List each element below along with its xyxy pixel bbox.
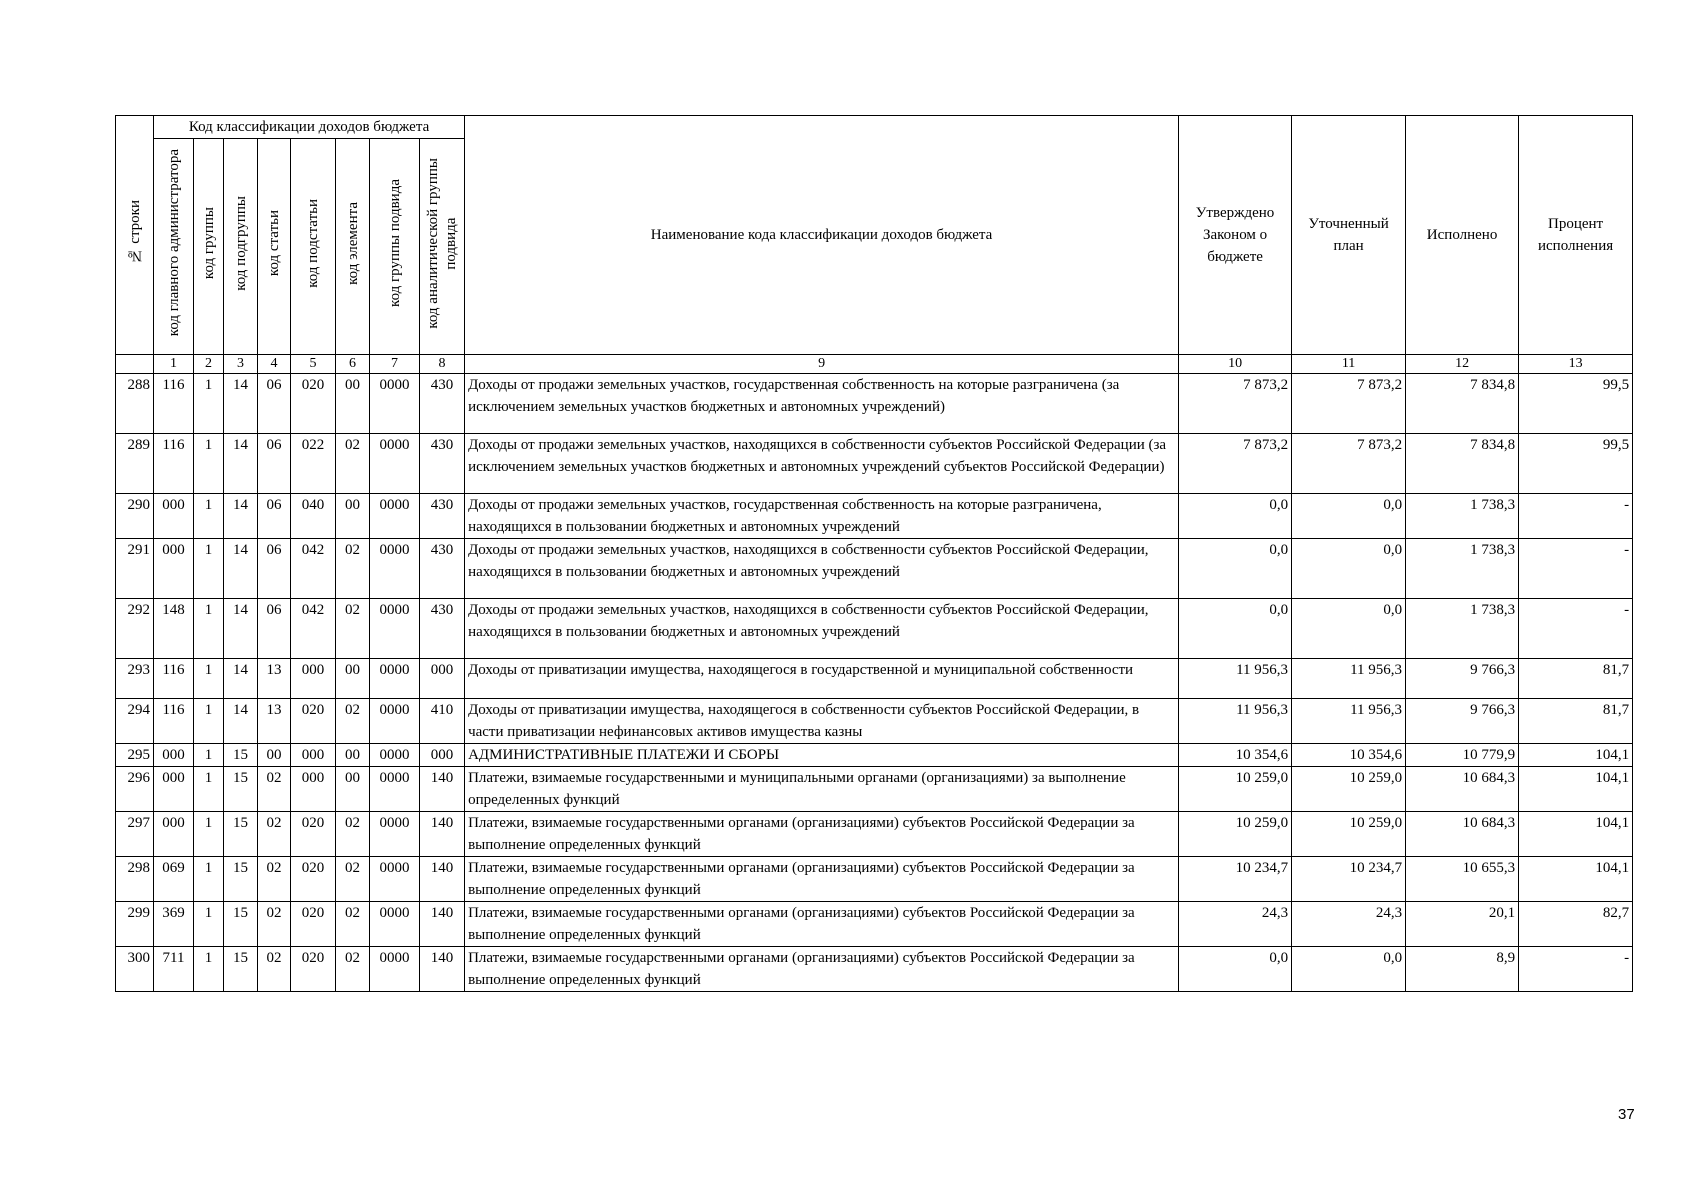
name-cell: Доходы от продажи земельных участков, государственная собственность на которые разграничена, находящихся в пользовании бюджетных и автономных учреждений	[465, 494, 1179, 539]
plan-cell: 0,0	[1292, 947, 1406, 992]
code-cell: 711	[154, 947, 194, 992]
code-cell: 022	[291, 434, 336, 494]
executed-cell: 9 766,3	[1406, 659, 1519, 699]
column-number-cell: 7	[370, 355, 420, 374]
code-cell: 140	[420, 902, 465, 947]
code-cell: 140	[420, 812, 465, 857]
code-cell: 15	[224, 857, 258, 902]
name-cell: Доходы от продажи земельных участков, находящихся в собственности субъектов Российской Федерации, находящихся в пользовании бюджетных и автономных учреждений	[465, 599, 1179, 659]
executed-cell: 9 766,3	[1406, 699, 1519, 744]
row-number-cell: 300	[116, 947, 154, 992]
budget-revenue-table	[115, 115, 1633, 992]
column-number-cell	[116, 355, 154, 374]
name-cell: Доходы от приватизации имущества, находящегося в собственности субъектов Российской Федерации, в части приватизации нефинансовых активов имущества казны	[465, 699, 1179, 744]
code-cell: 000	[420, 744, 465, 767]
approved-cell: 24,3	[1179, 902, 1292, 947]
table-row	[116, 374, 1633, 434]
plan-cell: 11 956,3	[1292, 699, 1406, 744]
code-cell: 14	[224, 659, 258, 699]
code-cell: 1	[194, 857, 224, 902]
code-cell: 14	[224, 494, 258, 539]
code-cell: 000	[291, 767, 336, 812]
code-cell: 000	[154, 812, 194, 857]
table-row	[116, 659, 1633, 699]
executed-cell: 10 684,3	[1406, 767, 1519, 812]
approved-cell: 10 259,0	[1179, 812, 1292, 857]
code-cell: 0000	[370, 947, 420, 992]
name-cell: Доходы от продажи земельных участков, государственная собственность на которые разграничена (за исключением земельных участков бюджетных и автономных учреждений)	[465, 374, 1179, 434]
page-number: 37	[1618, 1106, 1635, 1123]
row-number-cell: 289	[116, 434, 154, 494]
plan-cell: 0,0	[1292, 539, 1406, 599]
column-number-cell: 11	[1292, 355, 1406, 374]
code-cell: 02	[258, 902, 291, 947]
approved-cell: 10 259,0	[1179, 767, 1292, 812]
row-number-cell: 296	[116, 767, 154, 812]
code-cell: 430	[420, 494, 465, 539]
code-cell: 15	[224, 812, 258, 857]
plan-cell: 0,0	[1292, 494, 1406, 539]
code-cell: 000	[291, 744, 336, 767]
code-column-header: код статьи	[258, 139, 291, 355]
column-number-cell: 2	[194, 355, 224, 374]
row-number-cell: 288	[116, 374, 154, 434]
column-number-cell: 10	[1179, 355, 1292, 374]
code-cell: 02	[336, 434, 370, 494]
code-cell: 13	[258, 659, 291, 699]
approved-cell: 11 956,3	[1179, 699, 1292, 744]
code-cell: 02	[258, 857, 291, 902]
table-row	[116, 902, 1633, 947]
classification-code-header: Код классификации доходов бюджета	[154, 116, 465, 139]
table-row	[116, 947, 1633, 992]
column-number-cell: 4	[258, 355, 291, 374]
table-row	[116, 699, 1633, 744]
percent-cell: 81,7	[1519, 699, 1633, 744]
code-cell: 14	[224, 599, 258, 659]
code-cell: 020	[291, 947, 336, 992]
plan-cell: 10 354,6	[1292, 744, 1406, 767]
code-cell: 13	[258, 699, 291, 744]
code-cell: 00	[336, 494, 370, 539]
code-cell: 116	[154, 374, 194, 434]
code-cell: 0000	[370, 539, 420, 599]
code-cell: 1	[194, 599, 224, 659]
plan-cell: 7 873,2	[1292, 434, 1406, 494]
code-column-header: код группы	[194, 139, 224, 355]
code-cell: 000	[154, 539, 194, 599]
code-cell: 020	[291, 699, 336, 744]
row-number-header: № строки	[116, 116, 154, 355]
name-cell: Доходы от продажи земельных участков, находящихся в собственности субъектов Российской Федерации, находящихся в пользовании бюджетных и автономных учреждений	[465, 539, 1179, 599]
code-cell: 02	[258, 767, 291, 812]
code-cell: 020	[291, 857, 336, 902]
code-cell: 0000	[370, 857, 420, 902]
code-cell: 042	[291, 539, 336, 599]
table-row	[116, 857, 1633, 902]
code-cell: 02	[258, 947, 291, 992]
code-cell: 06	[258, 539, 291, 599]
code-cell: 00	[336, 767, 370, 812]
row-number-cell: 297	[116, 812, 154, 857]
row-number-cell: 295	[116, 744, 154, 767]
column-number-cell: 3	[224, 355, 258, 374]
percent-cell: 104,1	[1519, 857, 1633, 902]
column-number-cell: 8	[420, 355, 465, 374]
code-cell: 369	[154, 902, 194, 947]
code-cell: 0000	[370, 599, 420, 659]
plan-cell: 10 259,0	[1292, 767, 1406, 812]
code-cell: 02	[336, 539, 370, 599]
code-cell: 116	[154, 699, 194, 744]
table-row	[116, 744, 1633, 767]
code-cell: 000	[154, 494, 194, 539]
code-cell: 000	[420, 659, 465, 699]
code-column-header: код аналитической группы подвида	[420, 139, 465, 355]
code-cell: 0000	[370, 434, 420, 494]
code-cell: 06	[258, 494, 291, 539]
percent-header: Процент исполнения	[1519, 116, 1633, 355]
code-cell: 020	[291, 812, 336, 857]
percent-cell: -	[1519, 539, 1633, 599]
executed-cell: 1 738,3	[1406, 599, 1519, 659]
percent-cell: -	[1519, 947, 1633, 992]
code-cell: 042	[291, 599, 336, 659]
code-cell: 1	[194, 744, 224, 767]
code-column-header: код подгруппы	[224, 139, 258, 355]
executed-cell: 1 738,3	[1406, 539, 1519, 599]
row-number-cell: 290	[116, 494, 154, 539]
approved-cell: 10 234,7	[1179, 857, 1292, 902]
code-cell: 02	[336, 947, 370, 992]
column-number-row	[116, 355, 1633, 374]
percent-cell: 99,5	[1519, 374, 1633, 434]
code-cell: 0000	[370, 744, 420, 767]
approved-cell: 11 956,3	[1179, 659, 1292, 699]
code-cell: 06	[258, 374, 291, 434]
code-cell: 0000	[370, 374, 420, 434]
table-row	[116, 599, 1633, 659]
name-cell: Платежи, взимаемые государственными органами (организациями) субъектов Российской Федерации за выполнение определенных функций	[465, 857, 1179, 902]
code-cell: 0000	[370, 767, 420, 812]
code-cell: 15	[224, 767, 258, 812]
code-cell: 1	[194, 699, 224, 744]
plan-cell: 10 259,0	[1292, 812, 1406, 857]
name-header: Наименование кода классификации доходов бюджета	[465, 116, 1179, 355]
name-cell: Платежи, взимаемые государственными органами (организациями) субъектов Российской Федерации за выполнение определенных функций	[465, 812, 1179, 857]
code-cell: 06	[258, 599, 291, 659]
table-row	[116, 434, 1633, 494]
code-cell: 00	[258, 744, 291, 767]
code-cell: 430	[420, 599, 465, 659]
plan-header: Уточненный план	[1292, 116, 1406, 355]
code-cell: 00	[336, 659, 370, 699]
approved-cell: 0,0	[1179, 539, 1292, 599]
plan-cell: 11 956,3	[1292, 659, 1406, 699]
code-cell: 000	[154, 744, 194, 767]
code-cell: 1	[194, 902, 224, 947]
percent-cell: 99,5	[1519, 434, 1633, 494]
code-cell: 14	[224, 699, 258, 744]
code-cell: 020	[291, 902, 336, 947]
code-cell: 1	[194, 374, 224, 434]
approved-cell: 0,0	[1179, 494, 1292, 539]
table-row	[116, 767, 1633, 812]
row-number-cell: 291	[116, 539, 154, 599]
code-cell: 0000	[370, 812, 420, 857]
percent-cell: 81,7	[1519, 659, 1633, 699]
code-cell: 1	[194, 539, 224, 599]
column-number-cell: 6	[336, 355, 370, 374]
executed-cell: 1 738,3	[1406, 494, 1519, 539]
code-column-header: код главного администратора	[154, 139, 194, 355]
code-cell: 02	[336, 857, 370, 902]
row-number-cell: 299	[116, 902, 154, 947]
code-cell: 0000	[370, 659, 420, 699]
executed-header: Исполнено	[1406, 116, 1519, 355]
name-cell: Доходы от продажи земельных участков, находящихся в собственности субъектов Российской Федерации (за исключением земельных участков бюджетных и автономных учреждений субъектов Российской Федерации)	[465, 434, 1179, 494]
percent-cell: -	[1519, 599, 1633, 659]
code-cell: 00	[336, 374, 370, 434]
code-cell: 000	[291, 659, 336, 699]
code-cell: 14	[224, 374, 258, 434]
table-row	[116, 494, 1633, 539]
code-cell: 02	[336, 812, 370, 857]
approved-cell: 7 873,2	[1179, 434, 1292, 494]
code-cell: 020	[291, 374, 336, 434]
code-cell: 116	[154, 434, 194, 494]
plan-cell: 7 873,2	[1292, 374, 1406, 434]
code-cell: 430	[420, 434, 465, 494]
approved-cell: 0,0	[1179, 599, 1292, 659]
executed-cell: 7 834,8	[1406, 434, 1519, 494]
percent-cell: 82,7	[1519, 902, 1633, 947]
approved-cell: 0,0	[1179, 947, 1292, 992]
name-cell: Доходы от приватизации имущества, находящегося в государственной и муниципальной собственности	[465, 659, 1179, 699]
name-cell: АДМИНИСТРАТИВНЫЕ ПЛАТЕЖИ И СБОРЫ	[465, 744, 1179, 767]
code-cell: 15	[224, 902, 258, 947]
code-cell: 02	[336, 902, 370, 947]
code-column-header: код элемента	[336, 139, 370, 355]
code-cell: 000	[154, 767, 194, 812]
code-cell: 148	[154, 599, 194, 659]
plan-cell: 10 234,7	[1292, 857, 1406, 902]
executed-cell: 20,1	[1406, 902, 1519, 947]
row-number-cell: 292	[116, 599, 154, 659]
code-cell: 1	[194, 947, 224, 992]
row-number-cell: 293	[116, 659, 154, 699]
code-cell: 06	[258, 434, 291, 494]
executed-cell: 10 655,3	[1406, 857, 1519, 902]
code-column-header: код группы подвида	[370, 139, 420, 355]
code-cell: 069	[154, 857, 194, 902]
code-cell: 1	[194, 812, 224, 857]
code-cell: 14	[224, 539, 258, 599]
plan-cell: 24,3	[1292, 902, 1406, 947]
code-cell: 14	[224, 434, 258, 494]
code-column-header: код подстатьи	[291, 139, 336, 355]
approved-cell: 10 354,6	[1179, 744, 1292, 767]
code-cell: 0000	[370, 902, 420, 947]
code-cell: 02	[258, 812, 291, 857]
column-number-cell: 5	[291, 355, 336, 374]
code-cell: 1	[194, 494, 224, 539]
percent-cell: 104,1	[1519, 812, 1633, 857]
code-cell: 040	[291, 494, 336, 539]
name-cell: Платежи, взимаемые государственными и муниципальными органами (организациями) за выполнение определенных функций	[465, 767, 1179, 812]
code-cell: 00	[336, 744, 370, 767]
code-cell: 02	[336, 599, 370, 659]
code-cell: 1	[194, 659, 224, 699]
percent-cell: 104,1	[1519, 767, 1633, 812]
percent-cell: 104,1	[1519, 744, 1633, 767]
executed-cell: 8,9	[1406, 947, 1519, 992]
code-cell: 140	[420, 767, 465, 812]
code-cell: 140	[420, 947, 465, 992]
code-cell: 430	[420, 539, 465, 599]
column-number-cell: 1	[154, 355, 194, 374]
column-number-cell: 12	[1406, 355, 1519, 374]
approved-header: Утверждено Законом о бюджете	[1179, 116, 1292, 355]
row-number-cell: 298	[116, 857, 154, 902]
column-number-cell: 13	[1519, 355, 1633, 374]
percent-cell: -	[1519, 494, 1633, 539]
code-cell: 0000	[370, 494, 420, 539]
column-number-cell: 9	[465, 355, 1179, 374]
row-number-cell: 294	[116, 699, 154, 744]
name-cell: Платежи, взимаемые государственными органами (организациями) субъектов Российской Федерации за выполнение определенных функций	[465, 947, 1179, 992]
executed-cell: 10 684,3	[1406, 812, 1519, 857]
code-cell: 1	[194, 434, 224, 494]
code-cell: 15	[224, 744, 258, 767]
code-cell: 140	[420, 857, 465, 902]
name-cell: Платежи, взимаемые государственными органами (организациями) субъектов Российской Федерации за выполнение определенных функций	[465, 902, 1179, 947]
table-row	[116, 812, 1633, 857]
code-cell: 02	[336, 699, 370, 744]
code-cell: 116	[154, 659, 194, 699]
table-row	[116, 539, 1633, 599]
executed-cell: 10 779,9	[1406, 744, 1519, 767]
executed-cell: 7 834,8	[1406, 374, 1519, 434]
code-cell: 1	[194, 767, 224, 812]
approved-cell: 7 873,2	[1179, 374, 1292, 434]
plan-cell: 0,0	[1292, 599, 1406, 659]
code-cell: 0000	[370, 699, 420, 744]
code-cell: 410	[420, 699, 465, 744]
code-cell: 15	[224, 947, 258, 992]
code-cell: 430	[420, 374, 465, 434]
